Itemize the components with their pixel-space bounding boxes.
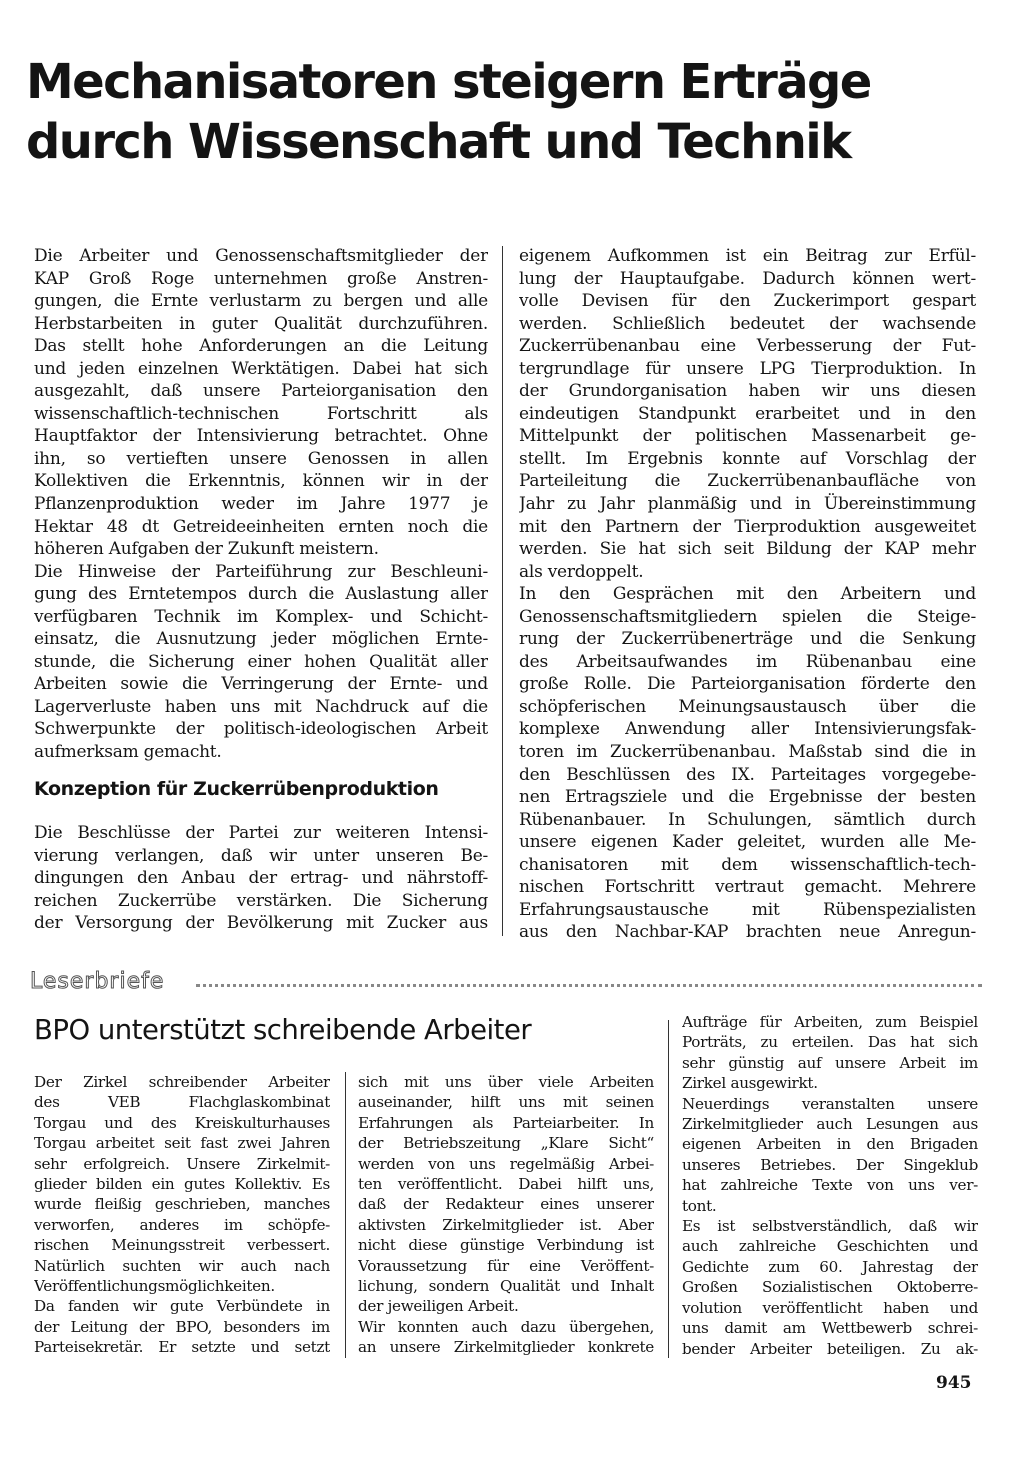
text-line: gungen, die Ernte verlustarm zu bergen und alle bbox=[34, 291, 488, 312]
text-line: Parteisekretär. Er setzte und setzt bbox=[34, 1338, 330, 1357]
text-line: Die Arbeiter und Genossenschaftsmitglieder der bbox=[34, 246, 488, 266]
text-line: werden. Sie hat sich seit Bildung der KAP mehr bbox=[519, 539, 976, 560]
text-line: des VEB Flachglaskombinat bbox=[34, 1093, 330, 1112]
text-line: gung des Erntetempos durch die Auslastung aller bbox=[34, 584, 488, 605]
article-subheading: Konzeption für Zuckerrübenproduktion bbox=[34, 778, 439, 800]
text-line: eigenen Arbeiten in den Brigaden bbox=[682, 1135, 978, 1154]
text-line: an unsere Zirkelmitglieder konkrete bbox=[358, 1338, 654, 1357]
text-line: Das stellt hohe Anforderungen an die Leitung bbox=[34, 336, 488, 357]
text-line: ihn, so vertieften unsere Genossen in allen bbox=[34, 448, 488, 469]
article-headline bbox=[26, 52, 986, 172]
text-line: werden. Schließlich bedeutet der wachsende bbox=[519, 313, 976, 334]
text-line: bender Arbeiter beteiligen. Zu ak- bbox=[682, 1339, 978, 1358]
text-line: Natürlich suchten wir auch nach bbox=[34, 1256, 330, 1275]
text-line: Die Beschlüsse der Partei zur weiteren Intensi- bbox=[34, 823, 488, 843]
letters-column-3 bbox=[682, 1012, 978, 1359]
text-line: wurde fleißig geschrieben, manches bbox=[34, 1195, 330, 1214]
text-line: Schwerpunkte der politisch-ideologischen Arbeit bbox=[34, 719, 488, 740]
text-line: hat zahlreiche Texte von uns ver- bbox=[682, 1176, 978, 1195]
text-line: daß der Redakteur eines unserer bbox=[358, 1195, 654, 1214]
text-line: Rübenanbauer. In Schulungen, sämtlich durch bbox=[519, 809, 976, 830]
text-line: Lagerverluste haben uns mit Nachdruck auf die bbox=[34, 696, 488, 717]
text-line: unseres Betriebes. Der Singeklub bbox=[682, 1155, 978, 1174]
text-line: Genossenschaftsmitgliedern spielen die Steige- bbox=[519, 606, 976, 627]
text-line: der Betriebszeitung „Klare Sicht“ bbox=[358, 1134, 654, 1153]
text-line: höheren Aufgaben der Zukunft meistern. bbox=[34, 539, 379, 560]
text-line: auseinander, hilft uns mit seinen bbox=[358, 1093, 654, 1112]
text-line: Erfahrungsaustausche mit Rübenspezialisten bbox=[519, 899, 976, 920]
text-line: wissenschaftlich-technischen Fortschritt als bbox=[34, 403, 488, 424]
text-line: glieder bilden ein gutes Kollektiv. Es bbox=[34, 1175, 330, 1194]
text-line: Mittelpunkt der politischen Massenarbeit ge- bbox=[519, 426, 976, 447]
text-line: des Arbeitsaufwandes im Rübenanbau eine bbox=[519, 651, 976, 672]
column-divider bbox=[668, 1020, 669, 1358]
text-line: Hauptfaktor der Intensivierung betrachtet. Ohne bbox=[34, 426, 488, 447]
text-line: lichung, sondern Qualität und Inhalt bbox=[358, 1277, 654, 1296]
text-line: Torgau arbeitet seit fast zwei Jahren bbox=[34, 1134, 330, 1153]
text-line: nicht diese günstige Verbindung ist bbox=[358, 1236, 654, 1255]
letters-headline: BPO unterstützt schreibende Arbeiter bbox=[34, 1014, 532, 1046]
text-line: einsatz, die Ausnutzung jeder möglichen Ernte- bbox=[34, 629, 488, 650]
article-column-1 bbox=[34, 245, 488, 764]
text-line: rischen Meinungsstreit verbessert. bbox=[34, 1236, 330, 1255]
text-line: unsere eigenen Kader geleitet, wurden alle Me- bbox=[519, 832, 976, 853]
text-line: nen Ertragsziele und die Ergebnisse der besten bbox=[519, 787, 976, 808]
text-line: Die Hinweise der Parteiführung zur Beschleuni- bbox=[34, 561, 488, 582]
text-line: chanisatoren mit dem wissenschaftlich-tech- bbox=[519, 854, 976, 875]
text-line: ausgezahlt, daß unsere Parteiorganisation den bbox=[34, 381, 488, 402]
text-line: verworfen, anderes im schöpfe- bbox=[34, 1215, 330, 1234]
column-divider bbox=[502, 246, 503, 936]
text-line: stellt. Im Ergebnis konnte auf Vorschlag der bbox=[519, 448, 976, 469]
text-line: toren im Zuckerrübenanbau. Maßstab sind die in bbox=[519, 742, 976, 763]
text-line: der Grundorganisation haben wir uns diesen bbox=[519, 381, 976, 402]
text-line: Jahr zu Jahr planmäßig und in Übereinstimmung bbox=[519, 494, 976, 515]
text-line: der jeweiligen Arbeit. bbox=[358, 1297, 519, 1316]
text-line: mit den Partnern der Tierproduktion ausgeweitet bbox=[519, 516, 976, 537]
text-line: Aufträge für Arbeiten, zum Beispiel bbox=[682, 1013, 978, 1031]
text-line: Veröffentlichungsmöglichkeiten. bbox=[34, 1277, 275, 1296]
text-line: stunde, die Sicherung einer hohen Qualität aller bbox=[34, 651, 488, 672]
page-number: 945 bbox=[936, 1373, 972, 1393]
headline-line: Mechanisatoren steigern Erträge bbox=[26, 54, 871, 110]
text-line: Wir konnten auch dazu übergehen, bbox=[358, 1317, 654, 1336]
text-line: und jeden einzelnen Werktätigen. Dabei hat sich bbox=[34, 358, 488, 379]
text-line: Pflanzenproduktion weder im Jahre 1977 je bbox=[34, 494, 488, 515]
text-line: Erfahrungen als Parteiarbeiter. In bbox=[358, 1113, 654, 1132]
text-line: der Versorgung der Bevölkerung mit Zucker aus bbox=[34, 913, 488, 934]
text-line: vierung verlangen, daß wir unter unseren Be- bbox=[34, 845, 488, 866]
section-divider bbox=[196, 984, 982, 987]
text-line: verfügbaren Technik im Komplex- und Schicht- bbox=[34, 606, 488, 627]
text-line: reichen Zuckerrübe verstärken. Die Sicherung bbox=[34, 890, 488, 911]
letters-column-1 bbox=[34, 1072, 330, 1358]
text-line: Porträts, zu erteilen. Das hat sich bbox=[682, 1033, 978, 1052]
text-line: Gedichte zum 60. Jahrestag der bbox=[682, 1257, 978, 1276]
text-line: Hektar 48 dt Getreideeinheiten ernten noch die bbox=[34, 516, 488, 537]
headline-line: durch Wissenschaft und Technik bbox=[26, 114, 851, 170]
text-line: Herbstarbeiten in guter Qualität durchzuführen. bbox=[34, 313, 488, 334]
text-line: Zuckerrübenanbau eine Verbesserung der Fut- bbox=[519, 336, 976, 357]
text-line: nischen Fortschritt vertraut gemacht. Mehrere bbox=[519, 877, 976, 898]
text-line: Da fanden wir gute Verbündete in bbox=[34, 1297, 330, 1316]
text-line: dingungen den Anbau der ertrag- und nährstoff- bbox=[34, 868, 488, 889]
text-line: werden von uns regelmäßig Arbei- bbox=[358, 1154, 654, 1173]
text-line: volle Devisen für den Zuckerimport gespart bbox=[519, 291, 976, 312]
text-line: eigenem Aufkommen ist ein Beitrag zur Erfül- bbox=[519, 246, 976, 266]
text-line: aufmerksam gemacht. bbox=[34, 742, 222, 763]
column-divider bbox=[345, 1072, 346, 1358]
text-line: aktivsten Zirkelmitglieder ist. Aber bbox=[358, 1215, 654, 1234]
text-line: uns damit am Wettbewerb schrei- bbox=[682, 1319, 978, 1338]
text-line: Arbeiten sowie die Verringerung der Ernte- und bbox=[34, 674, 488, 695]
text-line: Zirkel ausgewirkt. bbox=[682, 1074, 818, 1093]
text-line: auch zahlreiche Geschichten und bbox=[682, 1237, 978, 1256]
text-line: rung der Zuckerrübenerträge und die Senkung bbox=[519, 629, 976, 650]
text-line: sich mit uns über viele Arbeiten bbox=[358, 1073, 654, 1091]
text-line: große Rolle. Die Parteiorganisation förderte den bbox=[519, 674, 976, 695]
text-line: den Beschlüssen des IX. Parteitages vorgegebe- bbox=[519, 764, 976, 785]
text-line: eindeutigen Standpunkt erarbeitet und in den bbox=[519, 403, 976, 424]
text-line: Es ist selbstverständlich, daß wir bbox=[682, 1217, 978, 1236]
article-column-2 bbox=[519, 245, 976, 944]
text-line: sehr erfolgreich. Unsere Zirkelmit- bbox=[34, 1154, 330, 1173]
text-line: Voraussetzung für eine Veröffent- bbox=[358, 1256, 654, 1275]
text-line: Kollektiven die Erkenntnis, können wir in der bbox=[34, 471, 488, 492]
text-line: KAP Groß Roge unternehmen große Anstren- bbox=[34, 268, 488, 289]
text-line: lung der Hauptaufgabe. Dadurch können wert- bbox=[519, 268, 976, 289]
text-line: Neuerdings veranstalten unsere bbox=[682, 1094, 978, 1113]
text-line: Der Zirkel schreibender Arbeiter bbox=[34, 1073, 330, 1091]
section-label: Leserbriefe bbox=[30, 969, 165, 994]
text-line: schöpferischen Meinungsaustausch über die bbox=[519, 696, 976, 717]
text-line: Zirkelmitglieder auch Lesungen aus bbox=[682, 1115, 978, 1134]
text-line: In den Gesprächen mit den Arbeitern und bbox=[519, 584, 976, 605]
text-line: Großen Sozialistischen Oktoberre- bbox=[682, 1278, 978, 1297]
text-line: der Leitung der BPO, besonders im bbox=[34, 1317, 330, 1336]
article-column-1-continued bbox=[34, 822, 488, 935]
text-line: aus den Nachbar-KAP brachten neue Anregun- bbox=[519, 922, 976, 943]
text-line: Parteileitung die Zuckerrübenanbaufläche von bbox=[519, 471, 976, 492]
text-line: komplexe Anwendung aller Intensivierungsfak- bbox=[519, 719, 976, 740]
text-line: Torgau und des Kreiskulturhauses bbox=[34, 1113, 330, 1132]
text-line: volution veröffentlicht haben und bbox=[682, 1298, 978, 1317]
text-line: als verdoppelt. bbox=[519, 561, 644, 582]
text-line: tont. bbox=[682, 1196, 717, 1215]
text-line: ten veröffentlicht. Dabei hilft uns, bbox=[358, 1175, 654, 1194]
text-line: sehr günstig auf unsere Arbeit im bbox=[682, 1053, 978, 1072]
text-line: tergrundlage für unsere LPG Tierproduktion. In bbox=[519, 358, 976, 379]
letters-column-2 bbox=[358, 1072, 654, 1358]
